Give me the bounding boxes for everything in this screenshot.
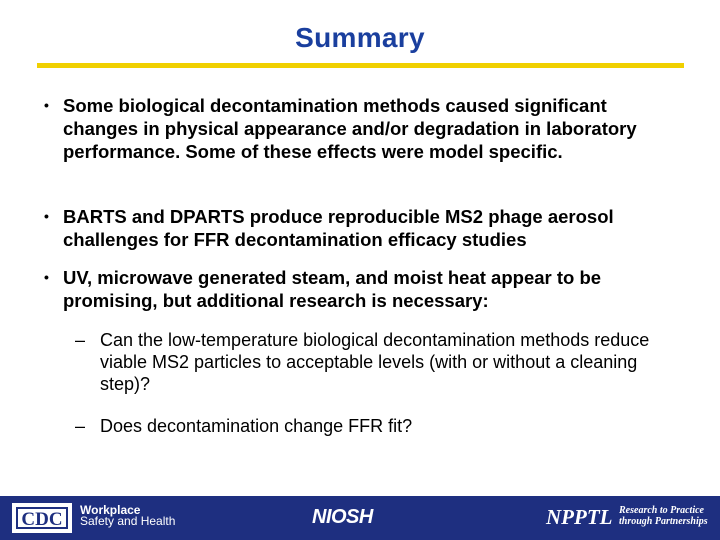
bullet-text: UV, microwave generated steam, and moist heat appear to be promising, but additional research is necessary: bbox=[63, 267, 602, 311]
title-underline bbox=[37, 63, 684, 68]
footer-bar bbox=[0, 496, 720, 540]
safety-health-line: Safety and Health bbox=[80, 514, 176, 528]
npptl-tagline bbox=[619, 505, 708, 527]
tagline-line: Research to Practice bbox=[619, 505, 704, 516]
sub-bullet-item bbox=[75, 329, 675, 395]
npptl-logo: NPPTL bbox=[546, 505, 613, 529]
niosh-logo: NIOSH bbox=[312, 506, 373, 528]
sub-bullet-text: Does decontamination change FFR fit? bbox=[100, 416, 413, 436]
cdc-logo-text: CDC bbox=[16, 507, 68, 529]
workplace-safety-logo bbox=[80, 505, 175, 527]
bullet-dot-icon: • bbox=[44, 208, 49, 224]
bullet-dot-icon: • bbox=[44, 269, 49, 285]
bullet-text: Some biological decontamination methods caused significant changes in physical appearance and/or degradation in laboratory performance. Some of these effects were model specific. bbox=[63, 95, 637, 162]
dash-icon: – bbox=[75, 416, 86, 436]
tagline-line: through Partnerships bbox=[619, 516, 708, 527]
bullet-item bbox=[44, 94, 664, 163]
sub-bullet-item bbox=[75, 415, 675, 437]
bullet-text: BARTS and DPARTS produce reproducible MS2 phage aerosol challenges for FFR decontamination efficacy studies bbox=[63, 206, 614, 250]
workplace-line: Workplace bbox=[80, 503, 141, 517]
bullet-item bbox=[44, 205, 664, 251]
dash-icon: – bbox=[75, 330, 86, 350]
bullet-dot-icon: • bbox=[44, 97, 49, 113]
bullet-item bbox=[44, 266, 664, 312]
sub-bullet-text: Can the low-temperature biological decontamination methods reduce viable MS2 particles to acceptable levels (with or without a cleaning step)? bbox=[100, 330, 650, 394]
slide-title: Summary bbox=[295, 22, 425, 53]
cdc-logo bbox=[12, 503, 72, 533]
